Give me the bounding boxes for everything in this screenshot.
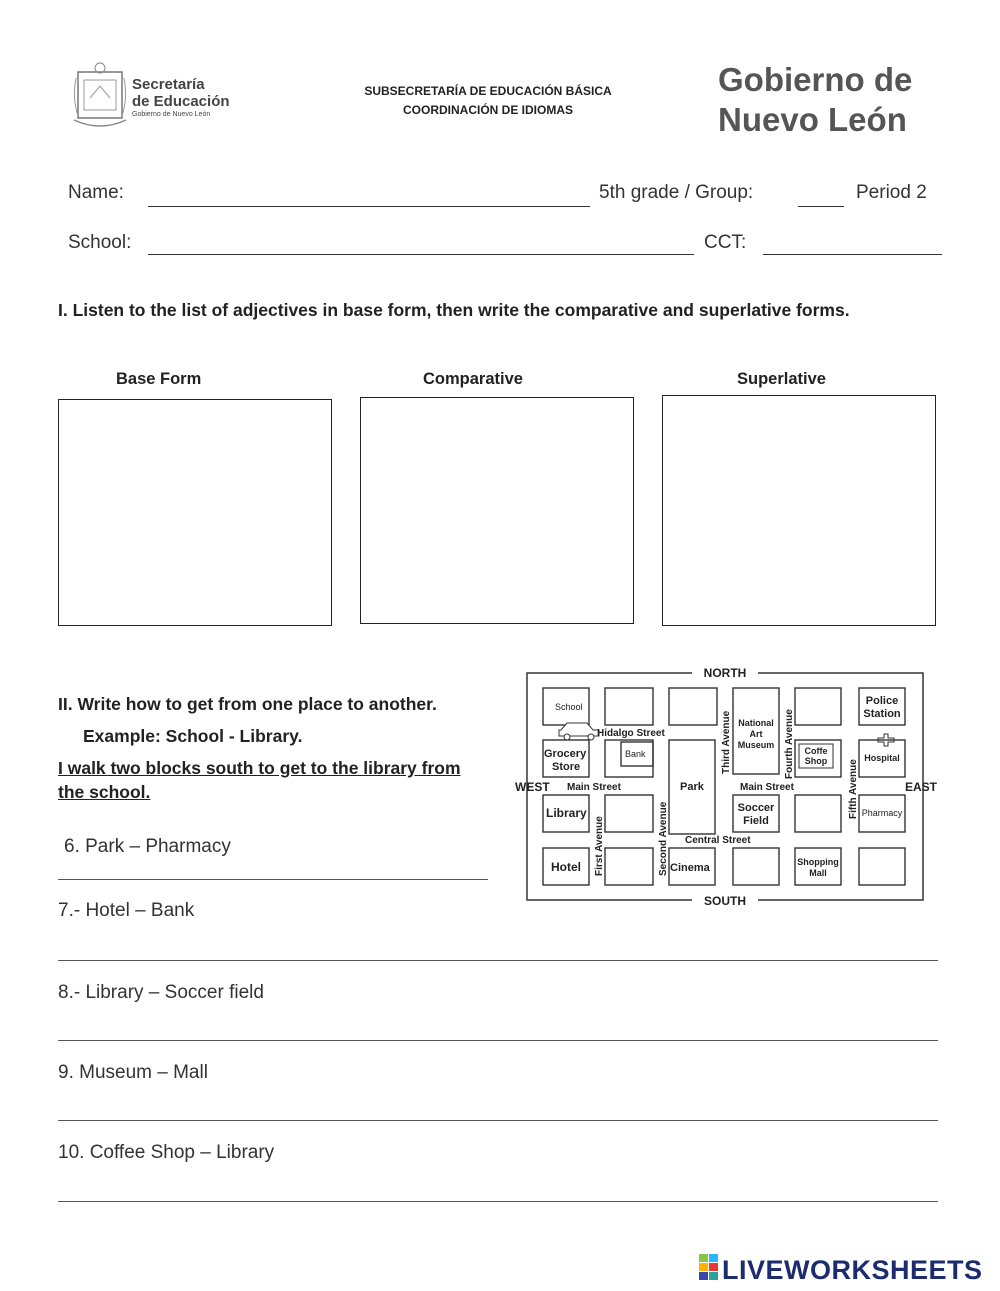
place-museum-1: National <box>738 718 774 728</box>
place-park: Park <box>680 781 704 793</box>
avenue-fifth: Fifth Avenue <box>848 759 859 819</box>
base-form-box[interactable] <box>58 399 332 626</box>
question-9: 9. Museum – Mall <box>58 1062 208 1083</box>
section1-instruction: I. Listen to the list of adjectives in base form, then write the comparative and superlative forms. <box>58 300 850 320</box>
place-coffee-1: Coffe <box>804 746 828 756</box>
secretaria-line3: Gobierno de Nuevo León <box>132 111 211 118</box>
avenue-second: Second Avenue <box>658 801 669 876</box>
place-pharmacy: Pharmacy <box>861 808 903 818</box>
header-center <box>340 82 636 120</box>
superlative-box[interactable] <box>662 395 936 626</box>
liveworksheets-brand: LIVEWORKSHEETS <box>722 1255 983 1285</box>
gobierno-logo <box>718 60 912 140</box>
block-a3 <box>669 688 717 725</box>
gobierno-line2: Nuevo León <box>718 101 907 138</box>
place-museum-2: Art <box>749 729 763 739</box>
group-field[interactable] <box>798 206 844 207</box>
section2-instruction: II. Write how to get from one place to another. <box>58 694 437 714</box>
map-north: NORTH <box>703 666 747 680</box>
answer-line-7[interactable] <box>58 960 938 961</box>
school-field[interactable] <box>148 254 694 255</box>
secretaria-line2: de Educación <box>132 93 230 110</box>
map-west: WEST <box>515 780 550 794</box>
place-museum-3: Museum <box>737 740 775 750</box>
grade-label: 5th grade / Group: <box>599 182 754 203</box>
secretaria-line1: Secretaría <box>132 76 205 93</box>
secretaria-text <box>132 76 230 120</box>
avenue-first: First Avenue <box>594 816 605 876</box>
question-10: 10. Coffee Shop – Library <box>58 1142 275 1163</box>
place-cinema: Cinema <box>670 862 710 874</box>
answer-line-8[interactable] <box>58 1040 938 1041</box>
answer-line-6[interactable] <box>58 879 488 880</box>
coordinacion-title: COORDINACIÓN DE IDIOMAS <box>402 103 573 117</box>
question-6: 6. Park – Pharmacy <box>64 836 231 857</box>
block-a5 <box>795 688 841 725</box>
name-label: Name: <box>68 182 124 203</box>
place-soccer-1: Soccer <box>737 802 775 814</box>
place-coffee-2: Shop <box>804 756 828 766</box>
cct-label: CCT: <box>704 232 747 253</box>
place-grocery-1: Grocery <box>544 748 587 760</box>
street-main-east: Main Street <box>740 782 794 793</box>
town-map <box>515 664 938 908</box>
place-school: School <box>555 702 583 712</box>
answer-line-10[interactable] <box>58 1201 938 1202</box>
block-d4 <box>733 848 779 885</box>
example-label: Example: School - Library. <box>83 726 303 746</box>
map-east: EAST <box>905 780 938 794</box>
coat-of-arms-icon <box>70 58 130 138</box>
avenue-third: Third Avenue <box>721 710 732 774</box>
street-main-west: Main Street <box>567 782 621 793</box>
school-label: School: <box>68 232 132 253</box>
map-south: SOUTH <box>704 894 746 908</box>
block-d2 <box>605 848 653 885</box>
comparative-box[interactable] <box>360 397 634 624</box>
period-label: Period 2 <box>856 182 927 203</box>
example-answer: I walk two blocks south to get to the library from the school. <box>58 758 461 802</box>
street-hidalgo: Hidalgo Street <box>597 728 665 739</box>
liveworksheets-logo <box>698 1253 720 1285</box>
question-7: 7.- Hotel – Bank <box>58 900 195 921</box>
name-field[interactable] <box>148 206 590 207</box>
block-a2 <box>605 688 653 725</box>
place-grocery-2: Store <box>552 761 581 773</box>
place-hotel: Hotel <box>551 860 581 874</box>
block-c2 <box>605 795 653 832</box>
col-head-superlative: Superlative <box>737 370 826 388</box>
col-head-base: Base Form <box>116 370 202 388</box>
avenue-fourth: Fourth Avenue <box>784 709 795 779</box>
place-mall-2: Mall <box>809 868 827 878</box>
block-c5 <box>795 795 841 832</box>
place-library: Library <box>546 806 587 820</box>
street-central: Central Street <box>685 835 751 846</box>
block-d6 <box>859 848 905 885</box>
col-head-comparative: Comparative <box>423 370 523 388</box>
answer-line-9[interactable] <box>58 1120 938 1121</box>
place-police-2: Station <box>863 708 901 720</box>
place-soccer-2: Field <box>743 815 769 827</box>
place-hospital: Hospital <box>864 753 900 763</box>
place-police-1: Police <box>865 695 899 707</box>
cct-field[interactable] <box>763 254 942 255</box>
subsecretaria-title: SUBSECRETARÍA DE EDUCACIÓN BÁSICA <box>364 84 612 98</box>
question-8: 8.- Library – Soccer field <box>58 982 264 1003</box>
gobierno-line1: Gobierno de <box>718 61 913 98</box>
place-mall-1: Shopping <box>797 857 839 867</box>
liveworksheets-icon <box>698 1253 720 1281</box>
car-icon <box>559 723 599 740</box>
place-bank: Bank <box>625 749 646 759</box>
